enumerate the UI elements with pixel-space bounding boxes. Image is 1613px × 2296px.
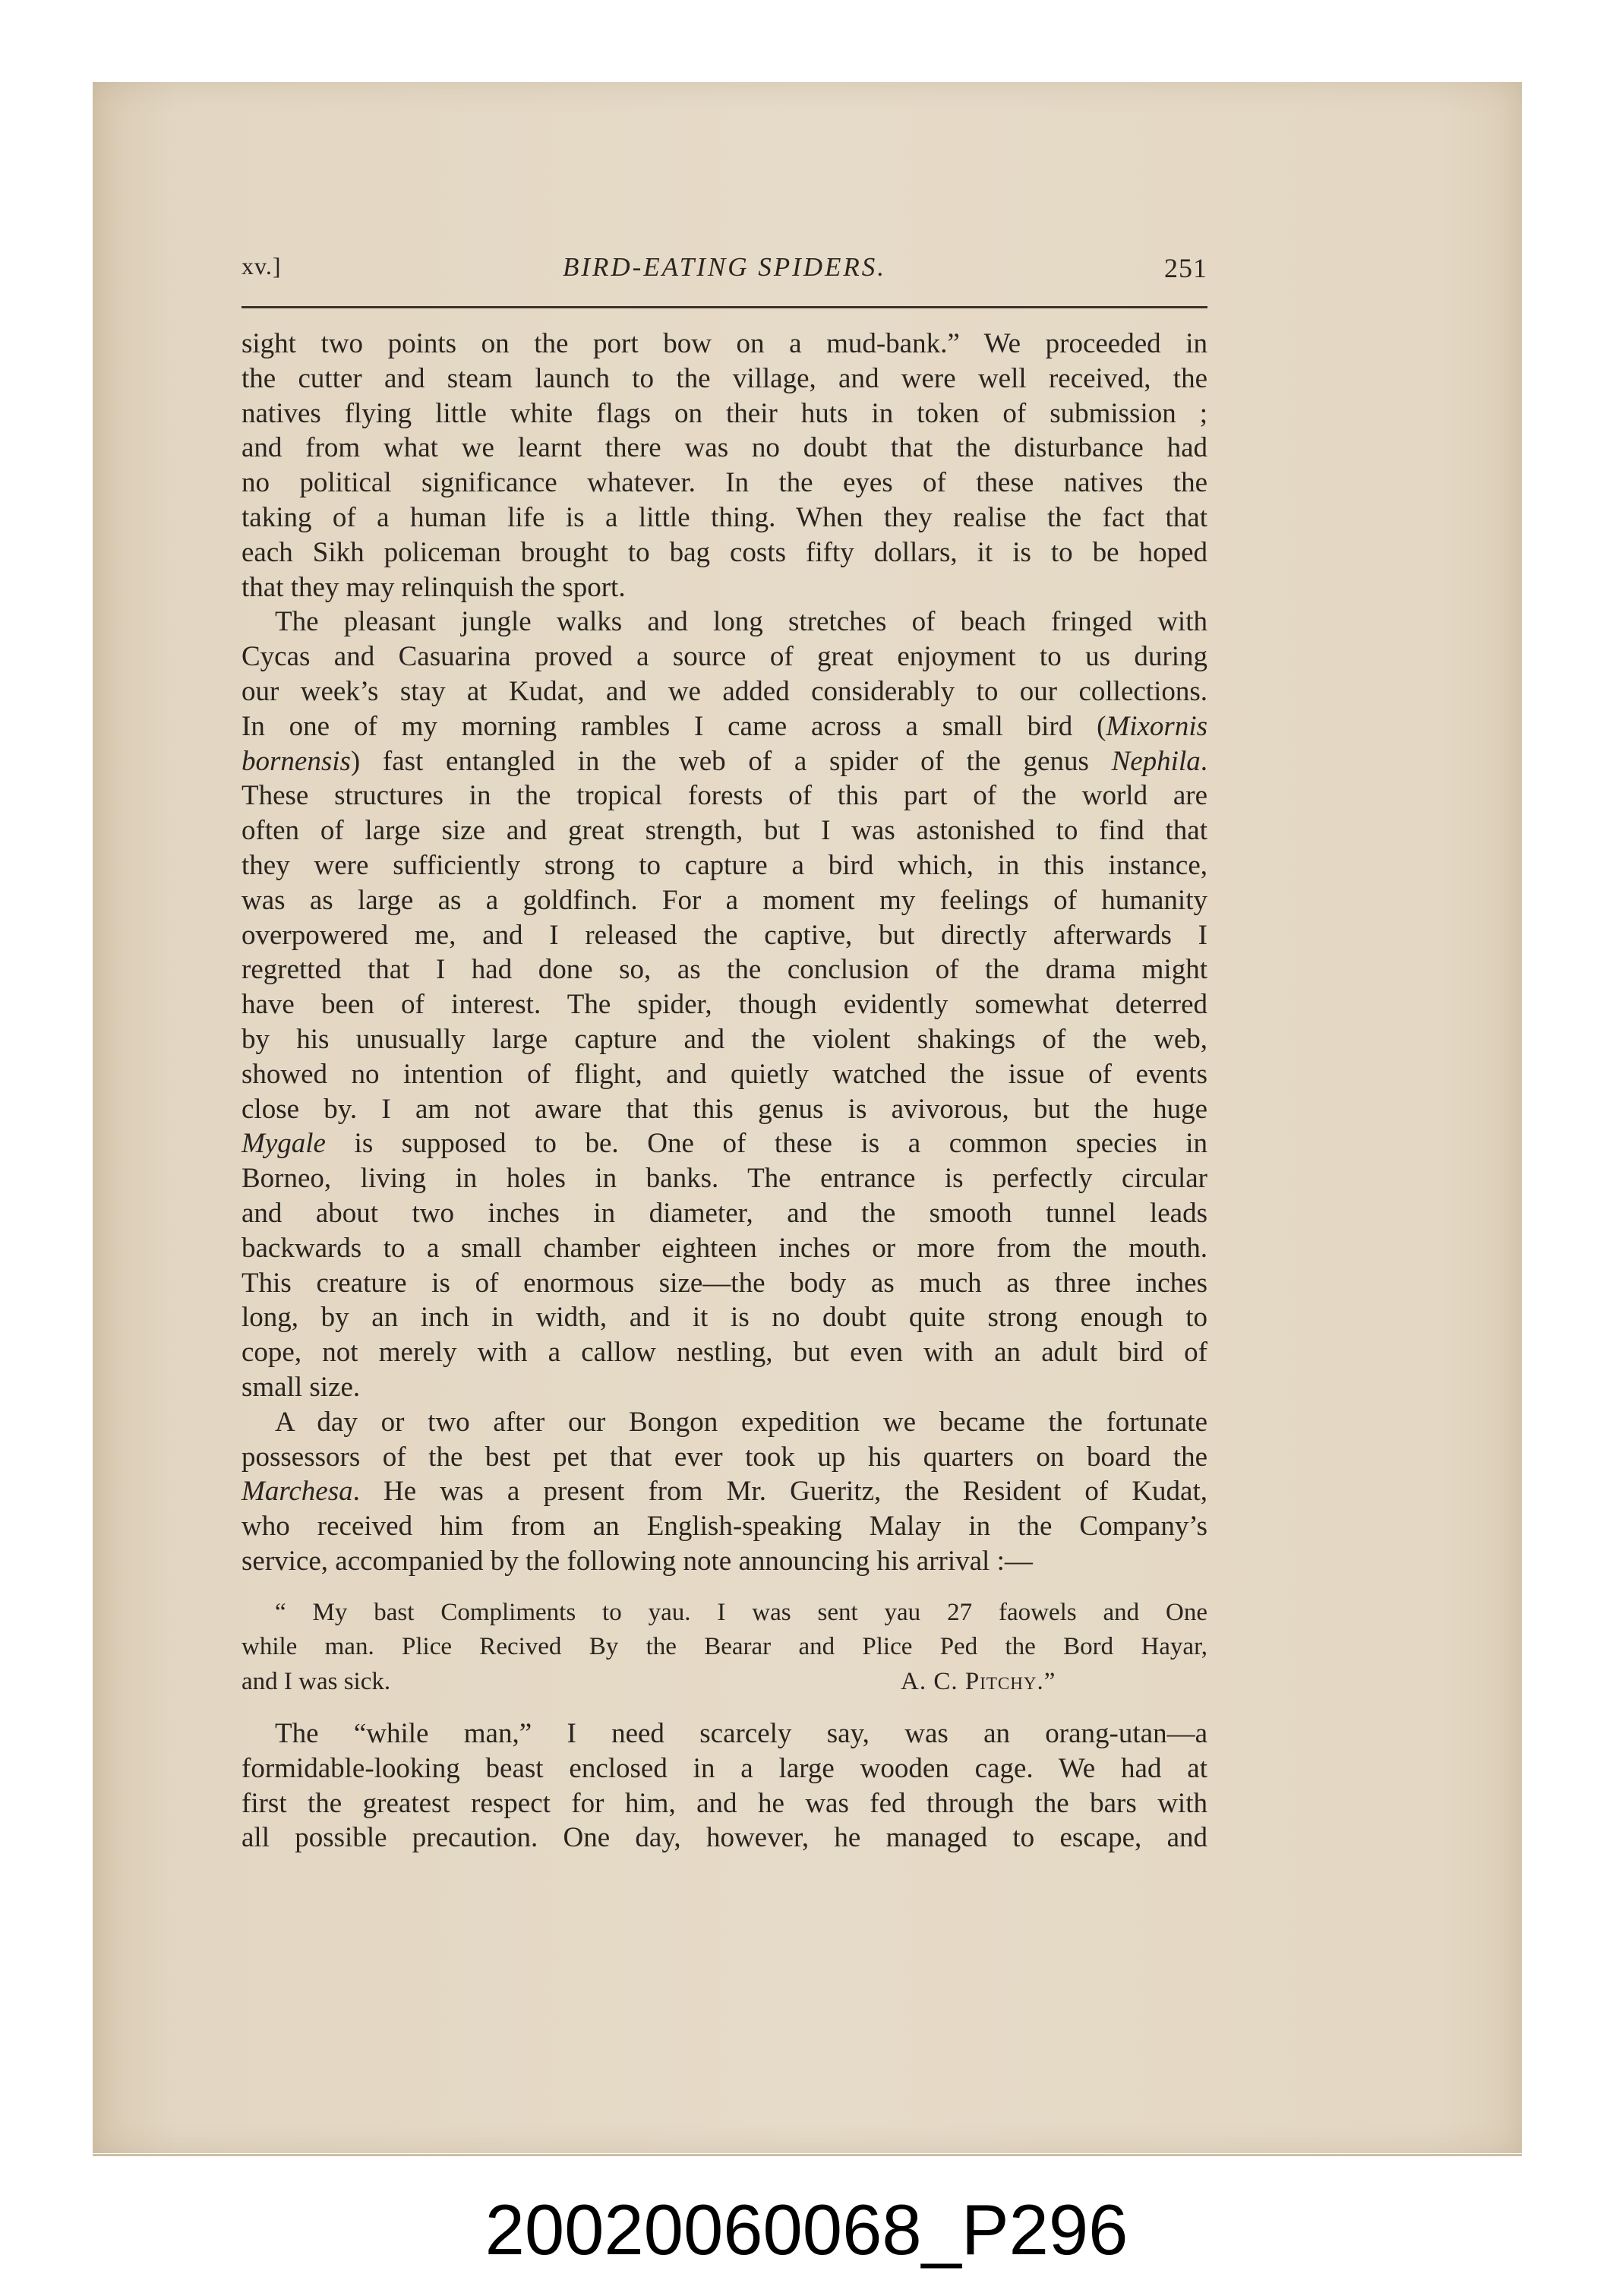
spacer: [241, 1700, 1207, 1716]
text-line: often of large size and great strength, but I was astonished to find that: [241, 815, 1207, 847]
text-line: “ My bast Compliments to yau. I was sent yau 27 faowels and One: [275, 1598, 1207, 1626]
text-line: close by. I am not aware that this genus is avivorous, but the huge: [241, 1093, 1207, 1125]
page-bottom-edge: [93, 2154, 1522, 2156]
text-line: Marchesa. He was a present from Mr. Gueritz, the Resident of Kudat,: [241, 1476, 1207, 1508]
text-line: first the greatest respect for him, and he was fed through the bars with: [241, 1787, 1207, 1819]
chapter-number: xv.]: [241, 252, 282, 279]
text-line: service, accompanied by the following note announcing his arrival :—: [241, 1545, 1033, 1577]
text-line: and about two inches in diameter, and the smooth tunnel leads: [241, 1197, 1207, 1229]
page-number: 251: [1164, 253, 1207, 283]
note-signature: A. C. Pitchy.”: [901, 1668, 1056, 1696]
text-line: was as large as a goldfinch. For a moment my feelings of humanity: [241, 884, 1207, 916]
quoted-note: [241, 1596, 1207, 1700]
text-line: they were sufficiently strong to capture a bird which, in this instance,: [241, 849, 1207, 881]
text-line: backwards to a small chamber eighteen inches or more from the mouth.: [241, 1232, 1207, 1264]
text-line: have been of interest. The spider, though evidently somewhat deterred: [241, 989, 1207, 1021]
text-line: regretted that I had done so, as the conclusion of the drama might: [241, 954, 1207, 986]
text-line: small size.: [241, 1371, 361, 1403]
text-line: bornensis) fast entangled in the web of a spider of the genus Nephila.: [241, 745, 1207, 777]
paragraph-list: [241, 327, 1207, 1579]
text-line: the cutter and steam launch to the village, and were well received, the: [241, 362, 1207, 394]
text-line: possessors of the best pet that ever took up his quarters on board the: [241, 1441, 1207, 1473]
text-line: These structures in the tropical forests of this part of the world are: [241, 780, 1207, 812]
text-line: by his unusually large capture and the violent shakings of the web,: [241, 1023, 1207, 1055]
text-line: Borneo, living in holes in banks. The entrance is perfectly circular: [241, 1163, 1207, 1195]
note-last-line: and I was sick.: [241, 1668, 391, 1696]
spacer: [241, 1579, 1207, 1596]
text-line: The “while man,” I need scarcely say, was an orang-utan—a: [275, 1718, 1207, 1750]
text-line: In one of my morning rambles I came across a small bird (Mixornis: [241, 710, 1207, 742]
text-line: no political significance whatever. In the eyes of these natives the: [241, 467, 1207, 499]
text-line: all possible precaution. One day, however, he managed to escape, and: [241, 1822, 1207, 1854]
text-line: natives flying little white flags on their huts in token of submission ;: [241, 397, 1207, 429]
text-line: A day or two after our Bongon expedition we became the fortunate: [275, 1406, 1207, 1438]
image-caption: 20020060068_P296: [485, 2190, 1128, 2269]
text-line: Cycas and Casuarina proved a source of great enjoyment to us during: [241, 641, 1207, 673]
text-line: each Sikh policeman brought to bag costs fifty dollars, it is to be hoped: [241, 536, 1207, 568]
body-text: [241, 327, 1207, 1855]
text-line: This creature is of enormous size—the body as much as three inches: [241, 1267, 1207, 1299]
text-line: our week’s stay at Kudat, and we added considerably to our collections.: [241, 675, 1207, 707]
text-line: formidable-looking beast enclosed in a large wooden cage. We had at: [241, 1752, 1207, 1784]
text-line: who received him from an English-speaking Malay in the Company’s: [241, 1511, 1207, 1543]
note-signature-row: [241, 1665, 1207, 1700]
text-line: showed no intention of flight, and quietly watched the issue of events: [241, 1058, 1207, 1090]
text-line: and from what we learnt there was no doubt that the disturbance had: [241, 432, 1207, 464]
text-line: overpowered me, and I released the captive, but directly afterwards I: [241, 919, 1207, 951]
text-line: taking of a human life is a little thing. When they realise the fact that: [241, 501, 1207, 533]
text-line: while man. Plice Recived By the Bearar and Plice Ped the Bord Hayar,: [241, 1633, 1207, 1661]
text-line: The pleasant jungle walks and long stretches of beach fringed with: [275, 606, 1207, 638]
text-line: sight two points on the port bow on a mud-bank.” We proceeded in: [241, 328, 1207, 359]
running-head: [241, 252, 1207, 298]
text-line: that they may relinquish the sport.: [241, 571, 626, 603]
text-line: Mygale is supposed to be. One of these is a common species in: [241, 1128, 1207, 1160]
text-line: cope, not merely with a callow nestling, but even with an adult bird of: [241, 1337, 1207, 1369]
closing-paragraph: [241, 1716, 1207, 1855]
running-title: BIRD-EATING SPIDERS.: [562, 252, 887, 282]
header-rule: [241, 306, 1207, 308]
text-line: long, by an inch in width, and it is no doubt quite strong enough to: [241, 1302, 1207, 1334]
